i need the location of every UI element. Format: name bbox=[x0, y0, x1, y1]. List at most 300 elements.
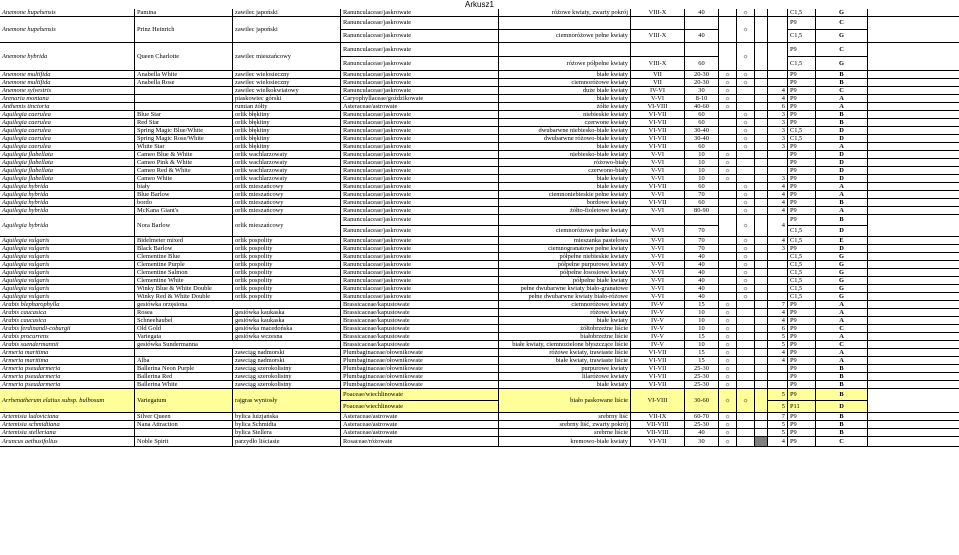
cell-flowering[interactable] bbox=[631, 151, 685, 159]
cell-cultivar[interactable] bbox=[135, 421, 233, 429]
cell-description[interactable] bbox=[499, 79, 631, 87]
cell-description[interactable] bbox=[499, 175, 631, 183]
cell-partsun[interactable] bbox=[737, 151, 755, 159]
cell-polish-name[interactable] bbox=[233, 309, 341, 317]
cell-botanical-name[interactable] bbox=[0, 17, 135, 43]
cell-cultivar[interactable] bbox=[135, 253, 233, 261]
cell-group[interactable] bbox=[816, 127, 868, 135]
cell-partsun[interactable] bbox=[737, 341, 755, 349]
cell-partsun[interactable] bbox=[737, 413, 755, 421]
cell-polish-name[interactable] bbox=[233, 237, 341, 245]
cell-polish-name[interactable] bbox=[233, 317, 341, 325]
cell-description[interactable] bbox=[499, 325, 631, 333]
cell-height[interactable] bbox=[685, 191, 719, 199]
cell-pot[interactable] bbox=[788, 373, 816, 381]
cell-partsun[interactable] bbox=[737, 17, 755, 43]
cell-polish-name[interactable] bbox=[233, 167, 341, 175]
cell-sun[interactable] bbox=[719, 261, 737, 269]
cell-family[interactable] bbox=[341, 325, 499, 333]
cell-botanical-name[interactable] bbox=[0, 87, 135, 95]
cell-sun[interactable] bbox=[719, 293, 737, 301]
cell-cultivar[interactable] bbox=[135, 317, 233, 325]
cell-group[interactable] bbox=[816, 261, 868, 269]
cell-family[interactable] bbox=[341, 175, 499, 183]
cell-family[interactable] bbox=[341, 373, 499, 381]
cell-qty[interactable] bbox=[768, 293, 788, 301]
cell-sun[interactable] bbox=[719, 159, 737, 167]
cell-group[interactable] bbox=[816, 333, 868, 341]
cell-extra[interactable] bbox=[868, 215, 959, 237]
cell-qty[interactable] bbox=[768, 215, 788, 237]
cell-flowering[interactable] bbox=[631, 373, 685, 381]
cell-pot[interactable] bbox=[788, 103, 816, 111]
cell-height[interactable] bbox=[685, 143, 719, 151]
cell-cultivar[interactable] bbox=[135, 71, 233, 79]
cell-cultivar[interactable] bbox=[135, 365, 233, 373]
cell-height[interactable] bbox=[685, 245, 719, 253]
cell-botanical-name[interactable] bbox=[0, 341, 135, 349]
cell-cultivar[interactable] bbox=[135, 357, 233, 365]
cell-extra[interactable] bbox=[868, 143, 959, 151]
cell-description[interactable] bbox=[499, 103, 631, 111]
cell-shade[interactable] bbox=[755, 71, 768, 79]
cell-cultivar[interactable] bbox=[135, 95, 233, 103]
cell-qty[interactable] bbox=[768, 245, 788, 253]
cell-sun[interactable] bbox=[719, 389, 737, 413]
cell-sun[interactable] bbox=[719, 421, 737, 429]
cell-sun[interactable] bbox=[719, 253, 737, 261]
cell-polish-name[interactable] bbox=[233, 127, 341, 135]
cell-partsun[interactable] bbox=[737, 175, 755, 183]
cell-description[interactable] bbox=[499, 349, 631, 357]
cell-height[interactable] bbox=[685, 333, 719, 341]
cell-height[interactable] bbox=[685, 309, 719, 317]
cell-qty[interactable] bbox=[768, 333, 788, 341]
cell-partsun[interactable] bbox=[737, 261, 755, 269]
cell-flowering[interactable] bbox=[631, 253, 685, 261]
cell-polish-name[interactable] bbox=[233, 9, 341, 17]
cell-height[interactable] bbox=[685, 159, 719, 167]
cell-family[interactable] bbox=[341, 199, 499, 207]
cell-flowering[interactable] bbox=[631, 103, 685, 111]
cell-flowering[interactable] bbox=[631, 111, 685, 119]
cell-qty[interactable] bbox=[768, 237, 788, 245]
cell-sun[interactable] bbox=[719, 127, 737, 135]
cell-extra[interactable] bbox=[868, 413, 959, 421]
cell-qty[interactable] bbox=[768, 43, 788, 71]
cell-cultivar[interactable] bbox=[135, 17, 233, 43]
cell-botanical-name[interactable] bbox=[0, 413, 135, 421]
cell-height[interactable] bbox=[685, 237, 719, 245]
cell-family[interactable] bbox=[341, 207, 499, 215]
cell-qty[interactable] bbox=[768, 79, 788, 87]
cell-flowering[interactable] bbox=[631, 381, 685, 389]
cell-extra[interactable] bbox=[868, 95, 959, 103]
cell-cultivar[interactable] bbox=[135, 207, 233, 215]
cell-group[interactable] bbox=[816, 111, 868, 119]
cell-height[interactable] bbox=[685, 317, 719, 325]
cell-pot[interactable] bbox=[788, 151, 816, 159]
cell-sun[interactable] bbox=[719, 301, 737, 309]
cell-partsun[interactable] bbox=[737, 269, 755, 277]
cell-cultivar[interactable] bbox=[135, 245, 233, 253]
cell-group[interactable] bbox=[816, 309, 868, 317]
cell-botanical-name[interactable] bbox=[0, 285, 135, 293]
cell-group[interactable] bbox=[816, 71, 868, 79]
cell-extra[interactable] bbox=[868, 199, 959, 207]
cell-partsun[interactable] bbox=[737, 293, 755, 301]
cell-height[interactable] bbox=[685, 301, 719, 309]
cell-extra[interactable] bbox=[868, 389, 959, 413]
cell-sun[interactable] bbox=[719, 119, 737, 127]
cell-cultivar[interactable] bbox=[135, 389, 233, 413]
cell-extra[interactable] bbox=[868, 237, 959, 245]
cell-shade[interactable] bbox=[755, 17, 768, 43]
cell-shade[interactable] bbox=[755, 365, 768, 373]
cell-cultivar[interactable] bbox=[135, 293, 233, 301]
cell-cultivar[interactable] bbox=[135, 167, 233, 175]
cell-botanical-name[interactable] bbox=[0, 261, 135, 269]
cell-group[interactable] bbox=[816, 253, 868, 261]
cell-family[interactable] bbox=[341, 79, 499, 87]
cell-qty[interactable] bbox=[768, 309, 788, 317]
cell-family[interactable] bbox=[341, 71, 499, 79]
cell-height[interactable] bbox=[685, 269, 719, 277]
cell-flowering[interactable] bbox=[631, 183, 685, 191]
cell-qty[interactable] bbox=[768, 95, 788, 103]
cell-flowering[interactable] bbox=[631, 429, 685, 437]
cell-extra[interactable] bbox=[868, 293, 959, 301]
cell-partsun[interactable] bbox=[737, 119, 755, 127]
cell-height[interactable] bbox=[685, 151, 719, 159]
cell-pot[interactable] bbox=[788, 429, 816, 437]
cell-sun[interactable] bbox=[719, 71, 737, 79]
cell-polish-name[interactable] bbox=[233, 325, 341, 333]
cell-family[interactable] bbox=[341, 9, 499, 17]
cell-family[interactable] bbox=[341, 191, 499, 199]
cell-pot[interactable] bbox=[788, 277, 816, 285]
cell-botanical-name[interactable] bbox=[0, 119, 135, 127]
cell-extra[interactable] bbox=[868, 357, 959, 365]
cell-flowering[interactable] bbox=[631, 325, 685, 333]
cell-family[interactable] bbox=[341, 183, 499, 191]
cell-extra[interactable] bbox=[868, 9, 959, 17]
cell-description[interactable] bbox=[499, 365, 631, 373]
cell-botanical-name[interactable] bbox=[0, 175, 135, 183]
cell-partsun[interactable] bbox=[737, 79, 755, 87]
cell-flowering[interactable] bbox=[631, 71, 685, 79]
cell-qty[interactable] bbox=[768, 253, 788, 261]
cell-shade[interactable] bbox=[755, 43, 768, 71]
cell-qty[interactable] bbox=[768, 389, 788, 413]
cell-description[interactable] bbox=[499, 429, 631, 437]
cell-sun[interactable] bbox=[719, 151, 737, 159]
cell-partsun[interactable] bbox=[737, 309, 755, 317]
cell-sun[interactable] bbox=[719, 17, 737, 43]
cell-partsun[interactable] bbox=[737, 167, 755, 175]
cell-family[interactable] bbox=[341, 103, 499, 111]
cell-botanical-name[interactable] bbox=[0, 151, 135, 159]
cell-group[interactable] bbox=[816, 9, 868, 17]
cell-flowering[interactable] bbox=[631, 159, 685, 167]
cell-qty[interactable] bbox=[768, 413, 788, 421]
cell-botanical-name[interactable] bbox=[0, 333, 135, 341]
cell-qty[interactable] bbox=[768, 429, 788, 437]
cell-partsun[interactable] bbox=[737, 421, 755, 429]
cell-partsun[interactable] bbox=[737, 325, 755, 333]
cell-shade[interactable] bbox=[755, 151, 768, 159]
cell-sun[interactable] bbox=[719, 413, 737, 421]
cell-qty[interactable] bbox=[768, 437, 788, 447]
cell-group[interactable] bbox=[816, 87, 868, 95]
cell-qty[interactable] bbox=[768, 151, 788, 159]
cell-height[interactable] bbox=[685, 103, 719, 111]
cell-shade[interactable] bbox=[755, 191, 768, 199]
cell-polish-name[interactable] bbox=[233, 119, 341, 127]
cell-cultivar[interactable] bbox=[135, 9, 233, 17]
cell-height[interactable] bbox=[685, 261, 719, 269]
cell-family[interactable] bbox=[341, 151, 499, 159]
cell-pot[interactable] bbox=[788, 245, 816, 253]
cell-qty[interactable] bbox=[768, 349, 788, 357]
cell-flowering[interactable] bbox=[631, 207, 685, 215]
cell-botanical-name[interactable] bbox=[0, 43, 135, 71]
cell-pot[interactable] bbox=[788, 183, 816, 191]
cell-shade[interactable] bbox=[755, 373, 768, 381]
cell-sun[interactable] bbox=[719, 333, 737, 341]
cell-height[interactable] bbox=[685, 87, 719, 95]
cell-cultivar[interactable] bbox=[135, 437, 233, 447]
cell-description[interactable] bbox=[499, 9, 631, 17]
cell-polish-name[interactable] bbox=[233, 381, 341, 389]
cell-sun[interactable] bbox=[719, 341, 737, 349]
cell-cultivar[interactable] bbox=[135, 429, 233, 437]
cell-description[interactable] bbox=[499, 285, 631, 293]
cell-shade[interactable] bbox=[755, 175, 768, 183]
cell-group[interactable] bbox=[816, 215, 868, 237]
cell-sun[interactable] bbox=[719, 167, 737, 175]
cell-description[interactable] bbox=[499, 357, 631, 365]
cell-family[interactable] bbox=[341, 365, 499, 373]
cell-flowering[interactable] bbox=[631, 357, 685, 365]
cell-botanical-name[interactable] bbox=[0, 309, 135, 317]
cell-description[interactable] bbox=[499, 207, 631, 215]
cell-description[interactable] bbox=[499, 167, 631, 175]
cell-pot[interactable] bbox=[788, 143, 816, 151]
cell-botanical-name[interactable] bbox=[0, 429, 135, 437]
cell-botanical-name[interactable] bbox=[0, 103, 135, 111]
cell-extra[interactable] bbox=[868, 349, 959, 357]
cell-description[interactable] bbox=[499, 143, 631, 151]
cell-cultivar[interactable] bbox=[135, 325, 233, 333]
cell-family[interactable] bbox=[341, 95, 499, 103]
cell-family[interactable] bbox=[341, 261, 499, 269]
cell-description[interactable] bbox=[499, 421, 631, 429]
cell-family[interactable] bbox=[341, 17, 499, 43]
cell-polish-name[interactable] bbox=[233, 183, 341, 191]
cell-qty[interactable] bbox=[768, 365, 788, 373]
cell-sun[interactable] bbox=[719, 175, 737, 183]
cell-botanical-name[interactable] bbox=[0, 349, 135, 357]
cell-shade[interactable] bbox=[755, 159, 768, 167]
cell-partsun[interactable] bbox=[737, 381, 755, 389]
cell-qty[interactable] bbox=[768, 381, 788, 389]
cell-description[interactable] bbox=[499, 317, 631, 325]
cell-shade[interactable] bbox=[755, 317, 768, 325]
cell-botanical-name[interactable] bbox=[0, 71, 135, 79]
cell-group[interactable] bbox=[816, 373, 868, 381]
cell-partsun[interactable] bbox=[737, 349, 755, 357]
cell-cultivar[interactable] bbox=[135, 199, 233, 207]
cell-flowering[interactable] bbox=[631, 127, 685, 135]
cell-description[interactable] bbox=[499, 159, 631, 167]
cell-sun[interactable] bbox=[719, 269, 737, 277]
cell-cultivar[interactable] bbox=[135, 413, 233, 421]
cell-group[interactable] bbox=[816, 429, 868, 437]
cell-polish-name[interactable] bbox=[233, 365, 341, 373]
cell-description[interactable] bbox=[499, 151, 631, 159]
cell-botanical-name[interactable] bbox=[0, 277, 135, 285]
cell-extra[interactable] bbox=[868, 127, 959, 135]
cell-sun[interactable] bbox=[719, 357, 737, 365]
cell-description[interactable] bbox=[499, 309, 631, 317]
cell-cultivar[interactable] bbox=[135, 159, 233, 167]
cell-extra[interactable] bbox=[868, 333, 959, 341]
cell-cultivar[interactable] bbox=[135, 373, 233, 381]
cell-pot[interactable] bbox=[788, 127, 816, 135]
cell-shade[interactable] bbox=[755, 293, 768, 301]
cell-botanical-name[interactable] bbox=[0, 111, 135, 119]
cell-flowering[interactable] bbox=[631, 245, 685, 253]
cell-qty[interactable] bbox=[768, 119, 788, 127]
cell-family[interactable] bbox=[341, 437, 499, 447]
cell-extra[interactable] bbox=[868, 135, 959, 143]
cell-polish-name[interactable] bbox=[233, 175, 341, 183]
cell-cultivar[interactable] bbox=[135, 183, 233, 191]
cell-partsun[interactable] bbox=[737, 357, 755, 365]
cell-qty[interactable] bbox=[768, 357, 788, 365]
cell-group[interactable] bbox=[816, 199, 868, 207]
cell-qty[interactable] bbox=[768, 167, 788, 175]
cell-height[interactable] bbox=[685, 437, 719, 447]
cell-partsun[interactable] bbox=[737, 245, 755, 253]
cell-polish-name[interactable] bbox=[233, 87, 341, 95]
cell-cultivar[interactable] bbox=[135, 333, 233, 341]
cell-group[interactable] bbox=[816, 167, 868, 175]
cell-flowering[interactable] bbox=[631, 413, 685, 421]
cell-sun[interactable] bbox=[719, 325, 737, 333]
cell-cultivar[interactable] bbox=[135, 135, 233, 143]
cell-polish-name[interactable] bbox=[233, 437, 341, 447]
cell-cultivar[interactable] bbox=[135, 111, 233, 119]
cell-flowering[interactable] bbox=[631, 175, 685, 183]
cell-botanical-name[interactable] bbox=[0, 207, 135, 215]
cell-polish-name[interactable] bbox=[233, 373, 341, 381]
cell-cultivar[interactable] bbox=[135, 119, 233, 127]
cell-polish-name[interactable] bbox=[233, 421, 341, 429]
cell-extra[interactable] bbox=[868, 253, 959, 261]
cell-botanical-name[interactable] bbox=[0, 9, 135, 17]
cell-height[interactable] bbox=[685, 413, 719, 421]
cell-pot[interactable] bbox=[788, 175, 816, 183]
cell-botanical-name[interactable] bbox=[0, 159, 135, 167]
cell-cultivar[interactable] bbox=[135, 381, 233, 389]
cell-description[interactable] bbox=[499, 87, 631, 95]
cell-cultivar[interactable] bbox=[135, 143, 233, 151]
cell-botanical-name[interactable] bbox=[0, 365, 135, 373]
cell-family[interactable] bbox=[341, 293, 499, 301]
cell-family[interactable] bbox=[341, 111, 499, 119]
cell-botanical-name[interactable] bbox=[0, 167, 135, 175]
cell-description[interactable] bbox=[499, 43, 631, 71]
cell-partsun[interactable] bbox=[737, 317, 755, 325]
cell-description[interactable] bbox=[499, 269, 631, 277]
cell-pot[interactable] bbox=[788, 237, 816, 245]
cell-qty[interactable] bbox=[768, 207, 788, 215]
cell-cultivar[interactable] bbox=[135, 43, 233, 71]
cell-group[interactable] bbox=[816, 159, 868, 167]
cell-flowering[interactable] bbox=[631, 167, 685, 175]
cell-partsun[interactable] bbox=[737, 103, 755, 111]
cell-family[interactable] bbox=[341, 167, 499, 175]
cell-pot[interactable] bbox=[788, 413, 816, 421]
cell-polish-name[interactable] bbox=[233, 269, 341, 277]
cell-flowering[interactable] bbox=[631, 79, 685, 87]
cell-botanical-name[interactable] bbox=[0, 95, 135, 103]
cell-sun[interactable] bbox=[719, 103, 737, 111]
cell-sun[interactable] bbox=[719, 373, 737, 381]
cell-group[interactable] bbox=[816, 43, 868, 71]
cell-pot[interactable] bbox=[788, 71, 816, 79]
cell-height[interactable] bbox=[685, 135, 719, 143]
cell-cultivar[interactable] bbox=[135, 269, 233, 277]
cell-pot[interactable] bbox=[788, 207, 816, 215]
cell-botanical-name[interactable] bbox=[0, 373, 135, 381]
cell-pot[interactable] bbox=[788, 199, 816, 207]
cell-cultivar[interactable] bbox=[135, 237, 233, 245]
cell-qty[interactable] bbox=[768, 17, 788, 43]
cell-polish-name[interactable] bbox=[233, 159, 341, 167]
cell-partsun[interactable] bbox=[737, 437, 755, 447]
cell-group[interactable] bbox=[816, 293, 868, 301]
cell-description[interactable] bbox=[499, 373, 631, 381]
cell-extra[interactable] bbox=[868, 437, 959, 447]
cell-qty[interactable] bbox=[768, 317, 788, 325]
cell-sun[interactable] bbox=[719, 199, 737, 207]
cell-description[interactable] bbox=[499, 301, 631, 309]
cell-extra[interactable] bbox=[868, 17, 959, 43]
cell-polish-name[interactable] bbox=[233, 43, 341, 71]
cell-height[interactable] bbox=[685, 207, 719, 215]
cell-extra[interactable] bbox=[868, 245, 959, 253]
cell-group[interactable] bbox=[816, 285, 868, 293]
cell-sun[interactable] bbox=[719, 437, 737, 447]
cell-partsun[interactable] bbox=[737, 43, 755, 71]
cell-polish-name[interactable] bbox=[233, 135, 341, 143]
cell-polish-name[interactable] bbox=[233, 151, 341, 159]
cell-description[interactable] bbox=[499, 71, 631, 79]
cell-shade[interactable] bbox=[755, 245, 768, 253]
cell-extra[interactable] bbox=[868, 317, 959, 325]
cell-extra[interactable] bbox=[868, 301, 959, 309]
cell-partsun[interactable] bbox=[737, 207, 755, 215]
cell-cultivar[interactable] bbox=[135, 349, 233, 357]
cell-family[interactable] bbox=[341, 357, 499, 365]
cell-shade[interactable] bbox=[755, 87, 768, 95]
cell-partsun[interactable] bbox=[737, 183, 755, 191]
cell-extra[interactable] bbox=[868, 325, 959, 333]
cell-extra[interactable] bbox=[868, 183, 959, 191]
